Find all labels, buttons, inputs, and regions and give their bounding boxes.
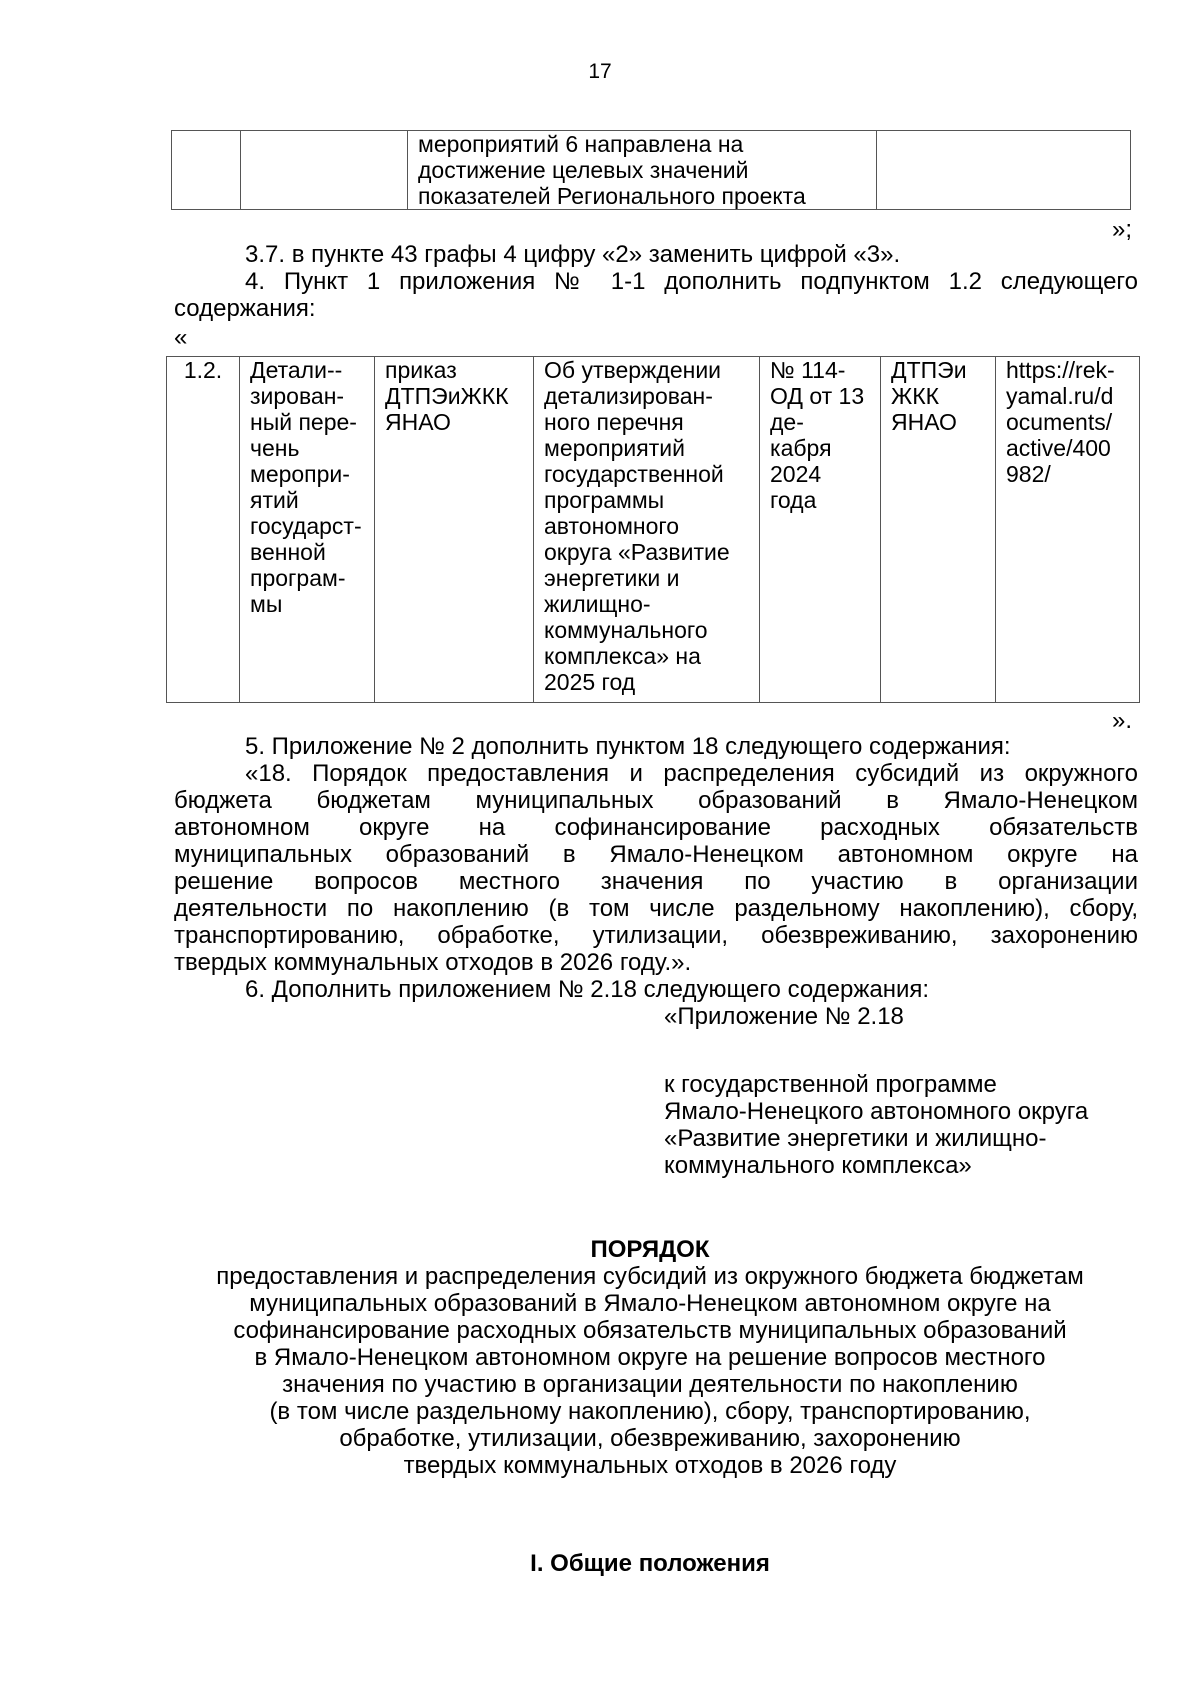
table-cell <box>877 131 1131 210</box>
paragraph-4-cont: содержания: <box>174 295 316 322</box>
paragraph-4: 4. Пункт 1 приложения № 1-1 дополнить подпунктом 1.2 следующего <box>245 268 1138 295</box>
paragraph-6: 6. Дополнить приложением № 2.18 следующего содержания: <box>245 976 930 1003</box>
text-line: муниципальных образований в Ямало-Ненецком автономном округе на <box>174 841 1138 868</box>
closing-quote-2: ». <box>1111 707 1132 734</box>
continuation-table <box>171 130 1131 210</box>
page-number: 17 <box>588 60 612 83</box>
text-line: (в том числе раздельному накоплению), сбору, транспортированию, <box>269 1398 1031 1425</box>
text-line: Ямало-Ненецкого автономного округа <box>664 1098 1089 1125</box>
text-line: автономном округе на софинансирование расходных обязательств <box>174 814 1138 841</box>
table-cell <box>241 131 408 210</box>
text-line: «Развитие энергетики и жилищно- <box>664 1125 1047 1152</box>
paragraph-18 <box>174 760 1138 976</box>
order-heading: ПОРЯДОК <box>590 1236 710 1263</box>
text-line: коммунального комплекса» <box>664 1152 972 1179</box>
text-line: «18. Порядок предоставления и распределения субсидий из окружного <box>245 760 1138 787</box>
text-line: муниципальных образований в Ямало-Ненецком автономном округе на <box>249 1290 1051 1317</box>
document-type: приказ ДТПЭиЖКК ЯНАО <box>375 357 534 703</box>
table-row <box>172 131 1131 210</box>
document-link[interactable]: https://rek- yamal.ru/d ocuments/ active/400 982/ <box>996 357 1140 703</box>
issuing-authority: ДТПЭи ЖКК ЯНАО <box>881 357 996 703</box>
text-line: твердых коммунальных отходов в 2026 году <box>403 1452 897 1479</box>
text-line: предоставления и распределения субсидий из окружного бюджета бюджетам <box>216 1263 1084 1290</box>
row-number: 1.2. <box>167 357 240 703</box>
section-heading: I. Общие положения <box>530 1550 770 1577</box>
text-line: значения по участию в организации деятельности по накоплению <box>282 1371 1018 1398</box>
document-name: Детали-- зирован- ный пере- чень меропри- ятий государст- венной програм- мы <box>240 357 375 703</box>
text-line: софинансирование расходных обязательств муниципальных образований <box>233 1317 1067 1344</box>
text-line: транспортированию, обработке, утилизации, обезвреживанию, захоронению <box>174 922 1138 949</box>
appendix-caption <box>664 1071 1144 1179</box>
text-line: обработке, утилизации, обезвреживанию, захоронению <box>339 1425 961 1452</box>
document-title: Об утверждении детализирован- ного перечня мероприятий государственной программы автономного округа «Развитие энергетики и жилищно- коммунального комплекса» на 2025 год <box>534 357 760 703</box>
order-subtitle <box>160 1263 1140 1479</box>
text-line: деятельности по накоплению (в том числе раздельному накоплению), сбору, <box>174 895 1138 922</box>
document-number-date: № 114- ОД от 13 де- кабря 2024 года <box>760 357 881 703</box>
opening-quote: « <box>174 324 188 351</box>
table-cell <box>172 131 241 210</box>
closing-quote: »; <box>1111 216 1132 243</box>
text-line: в Ямало-Ненецком автономном округе на решение вопросов местного <box>254 1344 1046 1371</box>
text-line: бюджета бюджетам муниципальных образований в Ямало-Ненецком <box>174 787 1138 814</box>
table-row <box>167 357 1140 703</box>
table-cell: мероприятий 6 направлена на достижение целевых значений показателей Регионального проекта <box>408 131 877 210</box>
text-line: твердых коммунальных отходов в 2026 году.». <box>174 949 692 976</box>
document-list-table <box>166 356 1140 703</box>
appendix-title: «Приложение № 2.18 <box>664 1003 904 1030</box>
text-line: решение вопросов местного значения по участию в организации <box>174 868 1138 895</box>
text-line: к государственной программе <box>664 1071 997 1098</box>
paragraph-5: 5. Приложение № 2 дополнить пунктом 18 следующего содержания: <box>245 733 1011 760</box>
paragraph-3-7: 3.7. в пункте 43 графы 4 цифру «2» заменить цифрой «3». <box>245 241 901 268</box>
